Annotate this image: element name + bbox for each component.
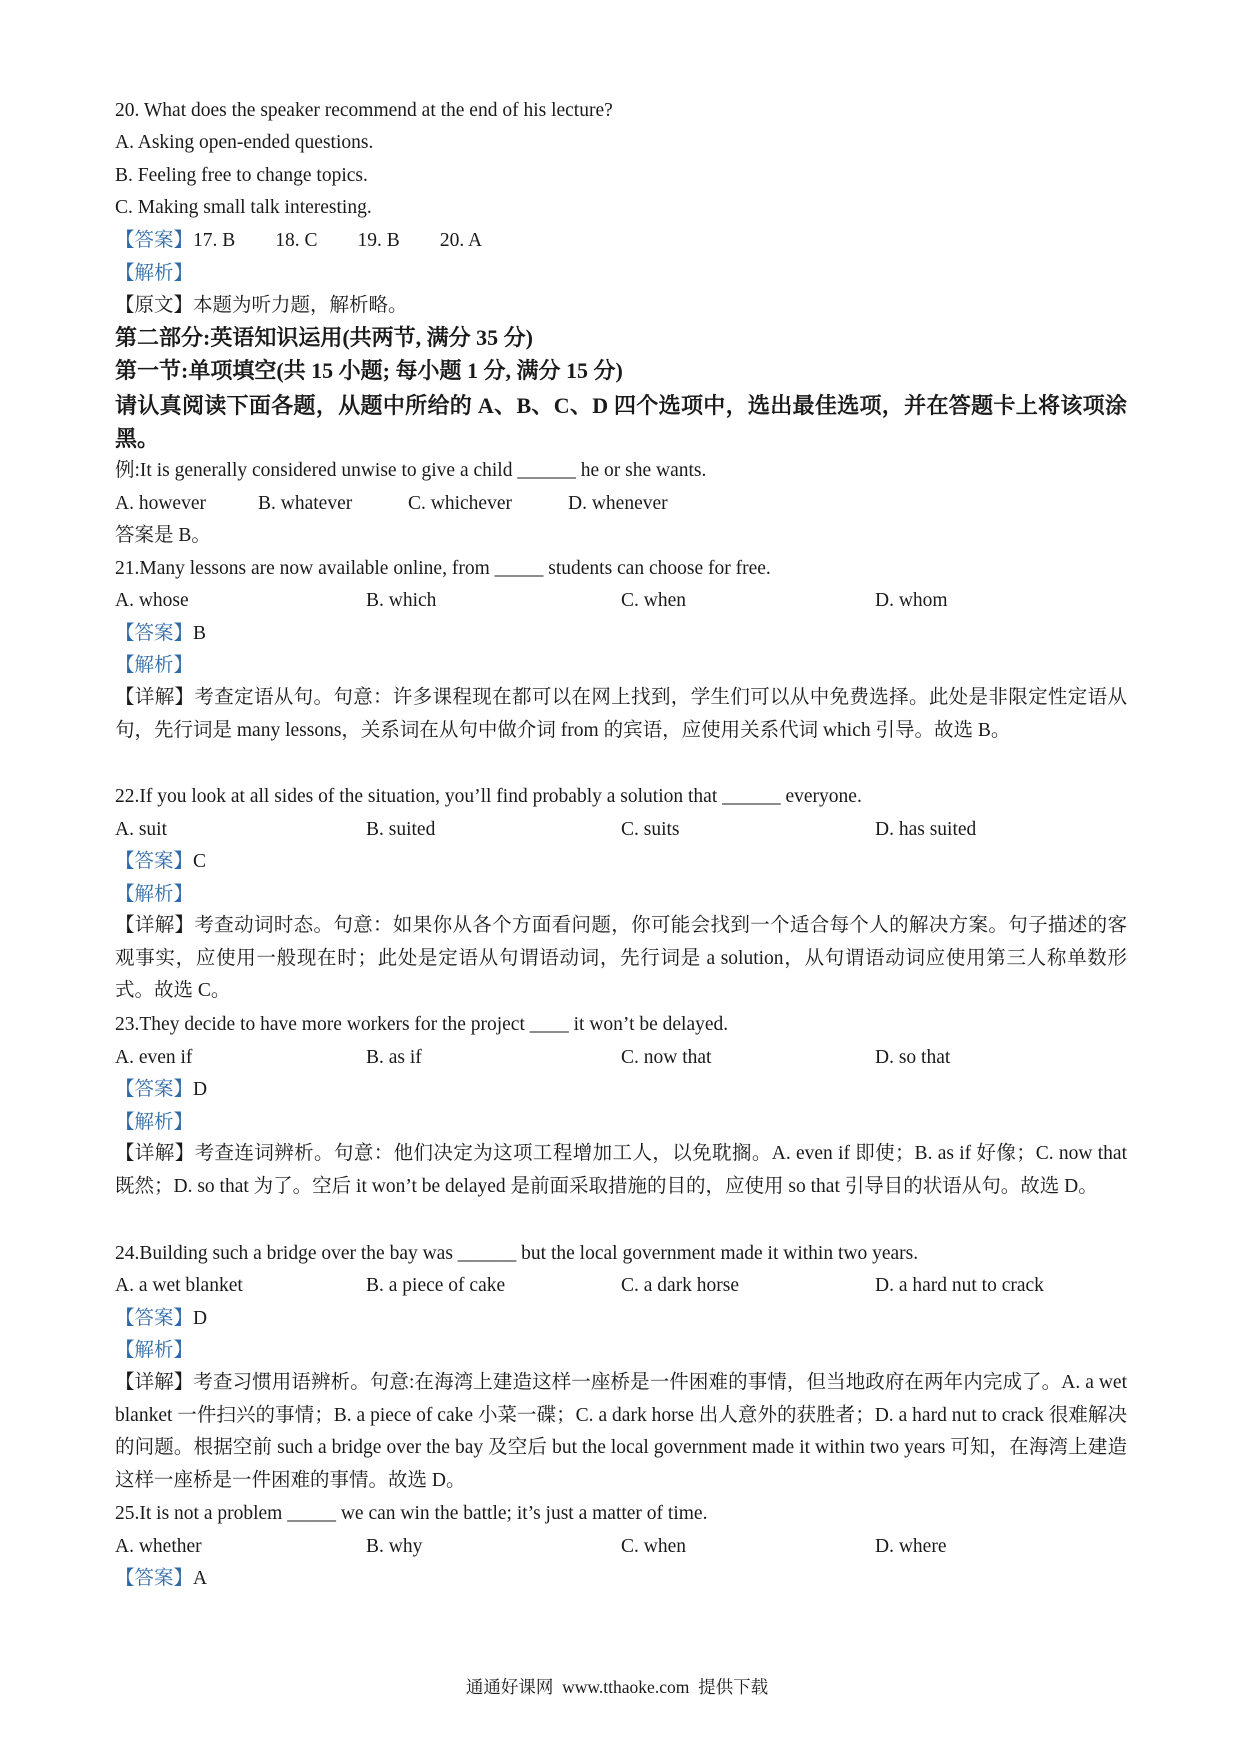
example-option-b: B. whatever xyxy=(258,493,353,514)
q20-question: 20. What does the speaker recommend at the end of his lecture? xyxy=(115,100,613,121)
q22-answer-line xyxy=(115,848,206,876)
detail-tag: 【详解】 xyxy=(115,687,195,708)
q20-analysis-line xyxy=(115,260,193,288)
instruction: 请认真阅读下面各题，从题中所给的 A、B、C、D 四个选项中，选出最佳选项，并在答题卡上将该项涂黑。 xyxy=(115,393,1127,451)
q23-analysis-line xyxy=(115,1109,193,1137)
answer-value: D xyxy=(193,1079,208,1100)
q24-answer-line xyxy=(115,1305,207,1333)
q20-option-c: C. Making small talk interesting. xyxy=(115,197,372,218)
q23-option-b: B. as if xyxy=(366,1047,422,1068)
q25-option-d: D. where xyxy=(875,1536,947,1557)
q24-analysis-line xyxy=(115,1337,193,1365)
example-question: 例:It is generally considered unwise to give a child ______ he or she wants. xyxy=(115,460,707,481)
analysis-tag: 【解析】 xyxy=(115,884,194,905)
q25-answer-line xyxy=(115,1565,207,1593)
q24-option-d: D. a hard nut to crack xyxy=(875,1275,1044,1296)
analysis-tag: 【解析】 xyxy=(115,655,194,676)
q24-question: 24.Building such a bridge over the bay was ______ but the local government made it within two years. xyxy=(115,1243,919,1264)
q22-analysis-line xyxy=(115,881,193,909)
detail-text: 考查定语从句。句意：许多课程现在都可以在网上找到，学生们可以从中免费选择。此处是非限定性定语从句，先行词是 many lessons，关系词在从句中做介词 from 的宾语，应使用关系代词 which 引导。故选 B。 xyxy=(115,687,1127,741)
answer-tag: 【答案】 xyxy=(115,1079,194,1100)
detail-tag: 【详解】 xyxy=(115,915,195,936)
q22-option-d: D. has suited xyxy=(875,819,977,840)
q21-detail xyxy=(115,682,1127,747)
q25-question: 25.It is not a problem _____ we can win the battle; it’s just a matter of time. xyxy=(115,1503,708,1524)
q21-analysis-line xyxy=(115,652,193,680)
example-option-c: C. whichever xyxy=(408,493,512,514)
q24-option-c: C. a dark horse xyxy=(621,1275,740,1296)
original-text: 本题为听力题，解析略。 xyxy=(193,295,408,316)
example-answer: 答案是 B。 xyxy=(115,525,211,546)
answer-value: C xyxy=(193,851,207,872)
q20-option-b: B. Feeling free to change topics. xyxy=(115,165,368,186)
answer-19: 19. B xyxy=(357,230,400,251)
q24-option-b: B. a piece of cake xyxy=(366,1275,506,1296)
answer-value: D xyxy=(193,1308,208,1329)
q25-option-c: C. when xyxy=(621,1536,686,1557)
analysis-tag: 【解析】 xyxy=(115,1340,194,1361)
answer-17: 17. B xyxy=(193,230,236,251)
analysis-tag: 【解析】 xyxy=(115,1112,194,1133)
q21-question: 21.Many lessons are now available online, from _____ students can choose for free. xyxy=(115,558,771,579)
q23-detail xyxy=(115,1138,1127,1203)
q22-question: 22.If you look at all sides of the situation, you’ll find probably a solution that ______ everyone. xyxy=(115,786,862,807)
analysis-tag: 【解析】 xyxy=(115,263,194,284)
example-option-d: D. whenever xyxy=(568,493,668,514)
q25-option-a: A. whether xyxy=(115,1536,202,1557)
answer-18: 18. C xyxy=(275,230,318,251)
q21-option-d: D. whom xyxy=(875,590,948,611)
q21-option-a: A. whose xyxy=(115,590,189,611)
q24-detail xyxy=(115,1367,1127,1498)
q20-answer-line xyxy=(115,227,482,255)
answer-value: A xyxy=(193,1568,208,1589)
q23-option-c: C. now that xyxy=(621,1047,712,1068)
q23-question: 23.They decide to have more workers for the project ____ it won’t be delayed. xyxy=(115,1014,729,1035)
q24-option-a: A. a wet blanket xyxy=(115,1275,243,1296)
answer-tag: 【答案】 xyxy=(115,623,194,644)
detail-tag: 【详解】 xyxy=(115,1372,194,1393)
original-tag: 【原文】 xyxy=(115,295,194,316)
q21-option-c: C. when xyxy=(621,590,686,611)
q21-answer-line xyxy=(115,620,206,648)
q23-option-a: A. even if xyxy=(115,1047,193,1068)
q22-option-a: A. suit xyxy=(115,819,168,840)
q22-option-c: C. suits xyxy=(621,819,680,840)
q22-detail xyxy=(115,910,1127,1008)
q22-option-b: B. suited xyxy=(366,819,436,840)
answer-tag: 【答案】 xyxy=(115,1308,194,1329)
answer-tag: 【答案】 xyxy=(115,230,194,251)
answer-tag: 【答案】 xyxy=(115,1568,194,1589)
example-option-a: A. however xyxy=(115,493,206,514)
q23-answer-line xyxy=(115,1076,207,1104)
detail-tag: 【详解】 xyxy=(115,1143,195,1164)
q21-option-b: B. which xyxy=(366,590,437,611)
answer-tag: 【答案】 xyxy=(115,851,194,872)
q20-original-line xyxy=(115,292,408,320)
section1-heading: 第一节:单项填空(共 15 小题; 每小题 1 分, 满分 15 分) xyxy=(115,358,623,383)
page-footer: 通通好课网 www.tthaoke.com 提供下载 xyxy=(465,1677,769,1697)
detail-text: 考查动词时态。句意：如果你从各个方面看问题，你可能会找到一个适合每个人的解决方案。句子描述的客观事实，应使用一般现在时；此处是定语从句谓语动词，先行词是 a solution，从句谓语动词应使用第三人称单数形式。故选 C。 xyxy=(115,915,1127,1002)
answer-value: B xyxy=(193,623,207,644)
q20-option-a: A. Asking open-ended questions. xyxy=(115,132,374,153)
q23-option-d: D. so that xyxy=(875,1047,951,1068)
detail-text: 考查习惯用语辨析。句意:在海湾上建造这样一座桥是一件困难的事情，但当地政府在两年内完成了。A. a wet blanket 一件扫兴的事情；B. a piece of cake 小菜一碟；C. a dark horse 出人意外的获胜者；D. a hard nut to crack 很难解决的问题。根据空前 such a bridge over the bay 及空后 but the local government made it within two years 可知，在海湾上建造这样一座桥是一件困难的事情。故选 D。 xyxy=(115,1372,1127,1492)
q25-option-b: B. why xyxy=(366,1536,423,1557)
answer-20: 20. A xyxy=(439,230,483,251)
part2-heading: 第二部分:英语知识运用(共两节, 满分 35 分) xyxy=(115,325,533,350)
detail-text: 考查连词辨析。句意：他们决定为这项工程增加工人，以免耽搁。A. even if 即使；B. as if 好像；C. now that 既然；D. so that 为了。空后 it won’t be delayed 是前面采取措施的目的，应使用 so that 引导目的状语从句。故选 D。 xyxy=(115,1143,1127,1197)
